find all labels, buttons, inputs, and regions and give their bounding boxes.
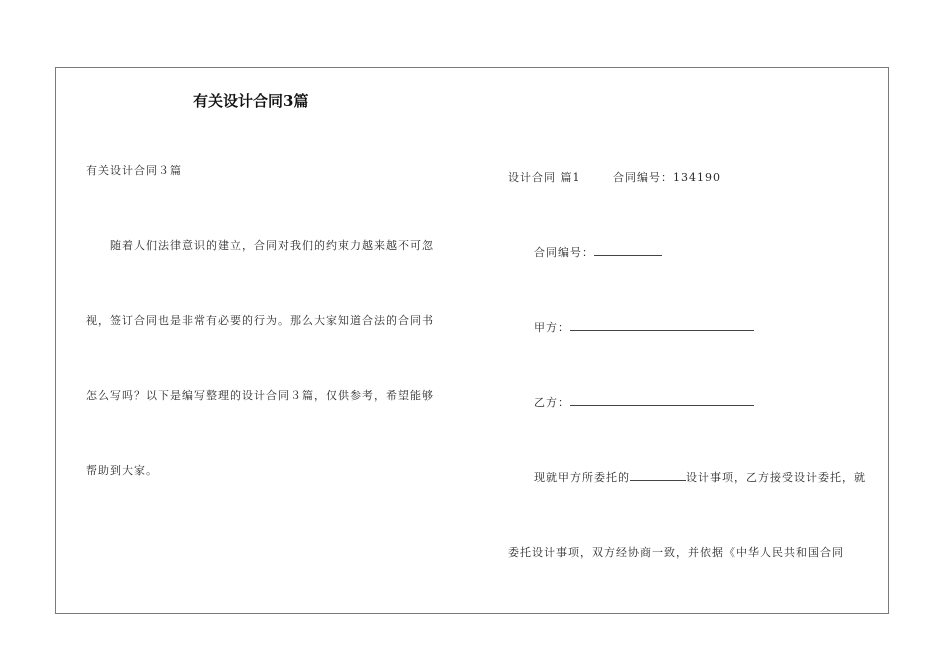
design-item-blank	[630, 469, 686, 481]
contract-number-label: 合同编号：	[534, 246, 594, 259]
body-line: 委托设计事项，双方经协商一致，并依据《中华人民共和国合同	[508, 546, 844, 559]
intro-line: 帮助到大家。	[86, 464, 158, 477]
party-b-label: 乙方：	[534, 396, 570, 409]
intro-line: 怎么写吗？以下是编写整理的设计合同３篇，仅供参考，希望能够	[86, 389, 434, 402]
party-b-blank	[570, 394, 754, 406]
party-a-label: 甲方：	[534, 321, 570, 334]
intro-line: 随着人们法律意识的建立，合同对我们的约束力越来越不可忽	[110, 239, 434, 252]
contract-number-field	[534, 244, 662, 260]
page-frame	[55, 67, 889, 614]
subtitle: 有关设计合同３篇	[86, 164, 182, 177]
section-heading: 设计合同 篇1	[508, 171, 581, 184]
body-line-suffix: 设计事项，乙方接受设计委托，就	[686, 471, 866, 484]
body-line	[534, 469, 866, 485]
party-b-field	[534, 394, 754, 410]
contract-number-blank	[594, 244, 662, 256]
body-line-prefix: 现就甲方所委托的	[534, 471, 630, 484]
document-title: 有关设计合同3篇	[193, 92, 309, 110]
party-a-blank	[570, 319, 754, 331]
contract-number-header: 合同编号：134190	[613, 171, 721, 184]
party-a-field	[534, 319, 754, 335]
intro-line: 视，签订合同也是非常有必要的行为。那么大家知道合法的合同书	[86, 314, 434, 327]
